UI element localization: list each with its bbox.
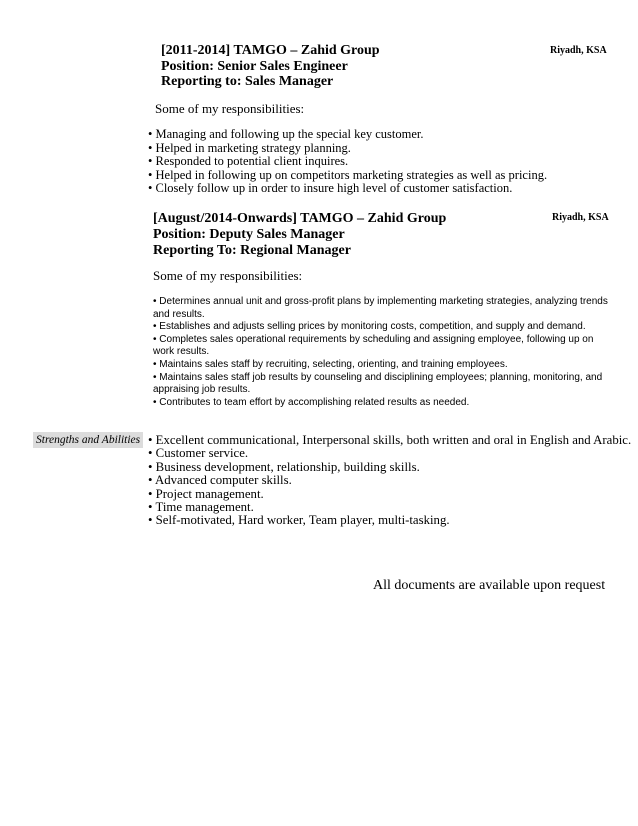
list-item: • Contributes to team effort by accomplishing related results as needed. — [153, 396, 470, 408]
job2-title: [August/2014-Onwards] TAMGO – Zahid Group — [153, 211, 447, 226]
job2-location: Riyadh, KSA — [552, 212, 609, 223]
job1-reporting: Reporting to: Sales Manager — [161, 74, 334, 89]
list-item: • Responded to potential client inquires. — [148, 154, 349, 168]
list-item: • Advanced computer skills. — [148, 473, 292, 488]
job2-intro: Some of my responsibilities: — [153, 268, 303, 283]
strengths-list — [148, 434, 631, 528]
list-item: • Customer service. — [148, 446, 249, 461]
list-item: • Managing and following up the special key customer. — [148, 127, 424, 141]
list-item: • Helped in following up on competitors marketing strategies as well as pricing. — [148, 167, 548, 182]
list-item: • Self-motivated, Hard worker, Team player, multi-tasking. — [148, 513, 450, 528]
list-item: • Maintains sales staff by recruiting, selecting, orienting, and training employees. — [153, 358, 508, 370]
list-item: • Completes sales operational requirements by scheduling and assigning employee, following up on work results. — [153, 333, 594, 358]
job2-header — [153, 211, 446, 259]
list-item: • Maintains sales staff job results by counseling and disciplining employees; planning, monitoring, and appraising job results. — [153, 371, 603, 396]
job2-reporting: Reporting To: Regional Manager — [153, 243, 351, 258]
list-item: • Establishes and adjusts selling prices by monitoring costs, competition, and supply and demand. — [153, 321, 586, 333]
job1-responsibilities — [148, 128, 547, 196]
list-item: • Excellent communicational, Interpersonal skills, both written and oral in English and Arabic. — [148, 433, 632, 447]
job1-position: Position: Senior Sales Engineer — [161, 58, 348, 74]
job1-title: [2011-2014] TAMGO – Zahid Group — [161, 43, 380, 58]
section-label-strengths: Strengths and Abilities — [33, 432, 143, 448]
list-item: • Closely follow up in order to insure high level of customer satisfaction. — [148, 181, 513, 195]
list-item: • Time management. — [148, 500, 254, 515]
job2-position: Position: Deputy Sales Manager — [153, 227, 345, 242]
documents-note: All documents are available upon request — [373, 578, 606, 593]
job1-location: Riyadh, KSA — [550, 45, 607, 56]
list-item: • Project management. — [148, 486, 264, 501]
list-item: • Helped in marketing strategy planning. — [148, 140, 351, 155]
list-item: • Determines annual unit and gross-profit plans by implementing marketing strategies, analyzing trends and results. — [153, 296, 608, 320]
job2-responsibilities — [153, 296, 608, 409]
job1-intro: Some of my responsibilities: — [155, 101, 305, 116]
list-item: • Business development, relationship, building skills. — [148, 459, 420, 474]
job1-header — [161, 43, 380, 90]
